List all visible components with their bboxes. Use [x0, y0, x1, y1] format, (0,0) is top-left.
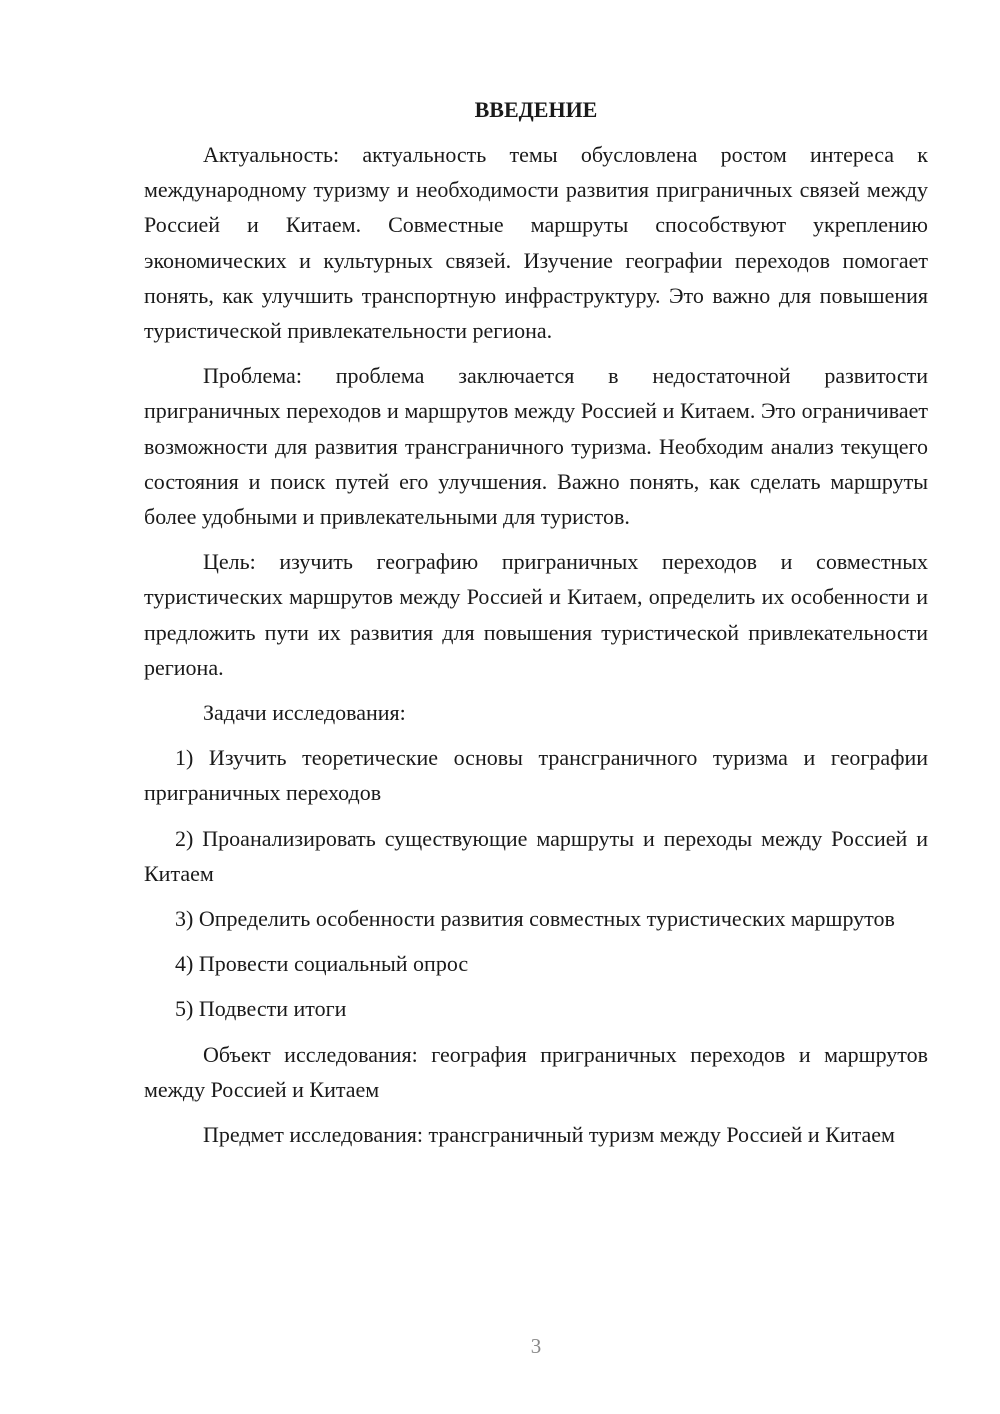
problem-paragraph: Проблема: проблема заключается в недостаточной развитости приграничных переходов и маршрутов между Россией и Китаем. Это ограничивает возможности для развития трансграничного туризма. Необходим анализ текущего состояния и поиск путей его улучшения. Важно понять, как сделать маршруты более удобными и привлекательными для туристов.	[144, 363, 928, 530]
subject-paragraph: Предмет исследования: трансграничный туризм между Россией и Китаем	[203, 1122, 895, 1148]
page-content	[144, 92, 928, 1162]
tasks-list	[144, 740, 928, 1026]
relevance-paragraph: Актуальность: актуальность темы обусловлена ростом интереса к международному туризму и необходимости развития приграничных связей между Россией и Китаем. Совместные маршруты способствуют укреплению экономических и культурных связей. Изучение географии переходов помогает понять, как улучшить транспортную инфраструктуру. Это важно для повышения туристической привлекательности региона.	[144, 142, 928, 344]
list-item: 2) Проанализировать существующие маршруты и переходы между Россией и Китаем	[144, 825, 928, 886]
page-number: 3	[530, 1334, 542, 1358]
list-item: 1) Изучить теоретические основы трансграничного туризма и географии приграничных переходов	[144, 745, 928, 806]
list-item: 5) Подвести итоги	[175, 996, 347, 1022]
list-item: 3) Определить особенности развития совместных туристических маршрутов	[175, 906, 895, 932]
object-paragraph: Объект исследования: география приграничных переходов и маршрутов между Россией и Китаем	[144, 1041, 928, 1102]
page-title: ВВЕДЕНИЕ	[474, 97, 598, 122]
tasks-heading: Задачи исследования:	[203, 700, 406, 726]
list-item: 4) Провести социальный опрос	[175, 951, 469, 977]
goal-paragraph: Цель: изучить географию приграничных переходов и совместных туристических маршрутов между Россией и Китаем, определить их особенности и предложить пути их развития для повышения туристической привлекательности региона.	[144, 549, 928, 680]
